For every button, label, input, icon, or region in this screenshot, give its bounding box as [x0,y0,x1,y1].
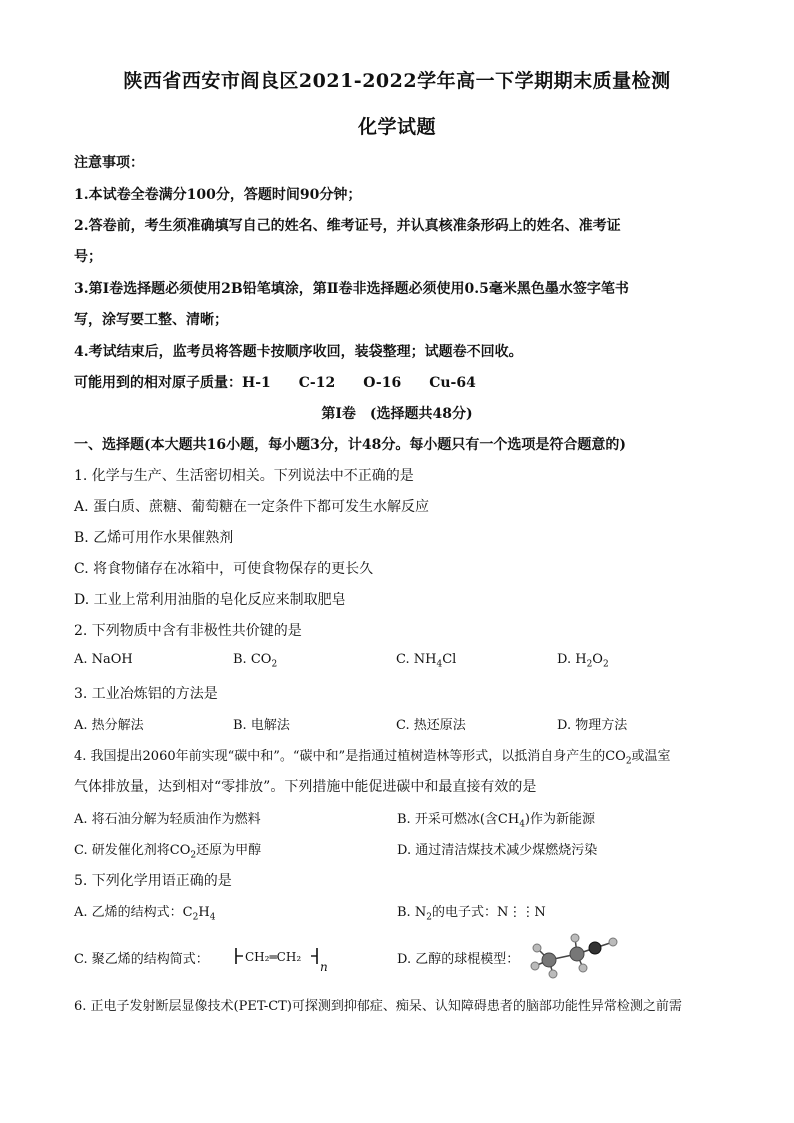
note-3-line-2: 写，涂写要工整、清晰； [74,312,228,328]
question-2-option-a: A. NaOH [74,652,133,667]
question-2-option-d: D. $H_2O_2$ [557,652,609,670]
exam-subtitle: 化学试题 [357,116,436,138]
atomic-masses: 可能用到的相对原子质量：H-1 C-12 O-16 Cu-64 [74,375,476,391]
question-5-option-d-label: D. 乙醇的球棍模型： [397,952,520,967]
exam-title: 陕西省西安市阎良区2021-2022学年高一下学期期末质量检测 [123,70,671,92]
section-instruction: 一、选择题(本大题共16小题，每小题3分，计48分。每小题只有一个选项是符合题意的) [74,437,626,453]
question-2-option-b: B. $CO_2$ [233,652,278,670]
question-5-stem: 5. 下列化学用语正确的是 [74,873,232,889]
question-1-option-d: D. 工业上常利用油脂的皂化反应来制取肥皂 [74,592,346,608]
question-3-option-b: B. 电解法 [233,718,290,733]
question-3-option-d: D. 物理方法 [557,718,628,733]
question-1-stem: 1. 化学与生产、生活密切相关。下列说法中不正确的是 [74,468,414,484]
note-1: 1.本试卷全卷满分100分，答题时间90分钟； [74,187,362,203]
question-5-option-a: A. 乙烯的结构式：$C_2H_4$ [74,905,216,923]
question-2-option-c: C. $NH_4Cl$ [396,652,457,670]
question-3-option-c: C. 热还原法 [396,718,466,733]
section-title: 第Ⅰ卷 (选择题共48分) [321,406,473,422]
polyethylene-n: n [320,960,328,974]
question-4-option-a: A. 将石油分解为轻质油作为燃料 [74,812,261,827]
question-4-option-b: B. 开采可燃冰(含$CH_4$)作为新能源 [397,812,595,830]
question-3-stem: 3. 工业冶炼铝的方法是 [74,686,218,702]
question-1-option-c: C. 将食物储存在冰箱中，可使食物保存的更长久 [74,561,374,577]
question-4-option-d: D. 通过清洁煤技术减少煤燃烧污染 [397,843,598,858]
note-3-line-1: 3.第Ⅰ卷选择题必须使用2B铅笔填涂，第Ⅱ卷非选择题必须使用0.5毫米黑色墨水签字笔书 [74,281,629,297]
question-1-option-a: A. 蛋白质、蔗糖、葡萄糖在一定条件下都可发生水解反应 [74,499,430,515]
note-2-line-1: 2.答卷前，考生须准确填写自己的姓名、维考证号，并认真核准条形码上的姓名、准考证 [74,218,621,234]
question-3-option-a: A. 热分解法 [74,718,144,733]
polyethylene-formula [233,944,333,974]
question-4-stem-line-2: 气体排放量，达到相对“零排放”。下列措施中能促进碳中和最直接有效的是 [74,779,537,795]
question-4-stem-line-1: 4. 我国提出2060年前实现“碳中和”。“碳中和”是指通过植树造林等形式，以抵消自身产生的$CO_2$或温室 [74,749,671,767]
ethanol-ball-stick-model [527,930,627,980]
question-4-option-c: C. 研发催化剂将$CO_2$还原为甲醇 [74,843,262,861]
note-4: 4.考试结束后，监考员将答题卡按顺序收回，装袋整理；试题卷不回收。 [74,344,523,360]
question-1-option-b: B. 乙烯可用作水果催熟剂 [74,530,234,546]
question-2-stem: 2. 下列物质中含有非极性共价键的是 [74,623,302,639]
question-5-option-c-label: C. 聚乙烯的结构简式： [74,952,209,967]
notes-heading: 注意事项： [74,155,144,171]
question-5-option-b: B. $N_2$的电子式：N⋮⋮N [397,905,546,923]
polyethylene-repeat-unit: CH₂═CH₂ [245,950,302,964]
question-6-stem: 6. 正电子发射断层显像技术(PET-CT)可探测到抑郁症、痴呆、认知障碍患者的脑部功能性异常检测之前需 [74,999,682,1014]
note-2-line-2: 号； [74,249,102,265]
